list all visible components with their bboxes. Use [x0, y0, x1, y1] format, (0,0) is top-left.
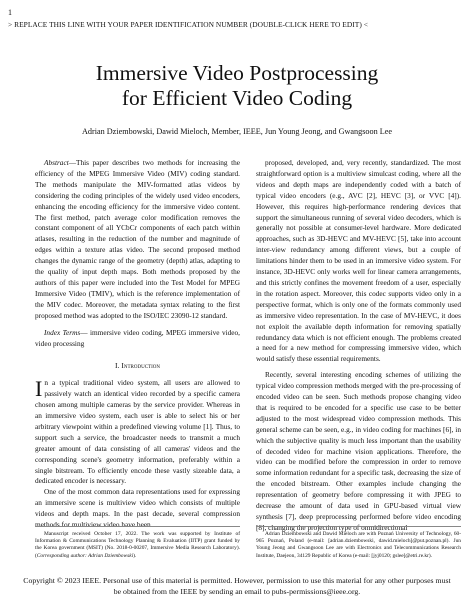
paper-title-line-1: Immersive Video Postprocessing — [95, 61, 379, 85]
footnote-manuscript — [35, 531, 240, 560]
intro-paragraph-2: One of the most common data representations used for expressing an immersive scene is multiview video which consists of multiple videos and depth maps. In the past decade, several compression methods for multiview video have been — [35, 487, 240, 530]
left-column — [35, 158, 240, 531]
footnote-affiliations — [256, 531, 461, 560]
abstract — [35, 158, 240, 322]
author-list: Adrian Dziembowski, Dawid Mieloch, Member, IEEE, Jun Young Jeong, and Gwangsoon Lee — [81, 127, 393, 136]
abstract-label: Abstract — [44, 158, 69, 167]
copyright-notice: Copyright © 2023 IEEE. Personal use of this material is permitted. However, permission to use this material for any other purposes must be obtained from the IEEE by sending an email to pubs-permissions@ieee.org. — [23, 576, 451, 596]
footnote-divider-right — [256, 526, 461, 527]
footnote-affiliations-text: Adrian Dziembowski and Dawid Mieloch are with Poznań University of Technology, 60-965 Poznań, Poland (e-mail: [adrian.dziembowski, dawid.mieloch]@put.poznan.pl). Jun Young Jeong and Gwangsoon Lee are with Electronics and Telecommunications Research Institute, Daejeon, 34129 Republic of Korea (e-mail: [jyj0120; gslee]@etri.re.kr). — [256, 531, 461, 559]
abstract-paragraph — [35, 158, 240, 322]
footnote-manuscript-end: ). — [133, 552, 137, 559]
section-heading-introduction: I. Introduction — [115, 361, 160, 371]
paper-header[interactable]: > REPLACE THIS LINE WITH YOUR PAPER IDENTIFICATION NUMBER (DOUBLE-CLICK HERE TO EDIT) < — [8, 20, 368, 29]
right-paragraph-1: proposed, developed, and, very recently, standardized. The most straightforward option is a multiview simulcast coding, where all the videos and depth maps are independently coded with a batch of typical video encoders (e.g., AVC [2], HEVC [3], or VVC [4]). However, this requires high-performance rendering devices that support the simultaneous running of several video decoders, which is generally not possible at consumer-level hardware. More dedicated approaches, such as 3D-HEVC and MV-HEVC [5], take into account inter-view redundancy among different views, but a couple of limitations hinder them to be used in an immersive video system. For instance, 3D-HEVC only works well for linear camera arrangements, and this strictly confines the movement freedom of a user, especially in the rotation aspect. Moreover, this codec supports video only in a perspective format, which is only one of the formats commonly used as immersive video representation. In the case of MV-HEVC, it does not exploit the available depth information for removing spatially redundancy data which is not efficient enough. The problems created a need for a new method for compressing immersive video, which would satisfy these essential requirements. — [256, 158, 461, 364]
abstract-text: —This paper describes two methods for increasing the efficiency of the MPEG Immersive Video (MIV) coding standard. The methods manipulate the MIV-formatted atlas videos by considering the coding principles of the widely used video encoders, enhancing the encoding efficiency for the immersive video content. The first method, patch average color modification removes the constant component of all YCbCr components of each patch within atlases, resulting in the reduction of the number and magnitude of edges within a texture atlas video. The second proposed method changes the dynamic range of the geometry (depth) atlas, adapting to the quality of input depth maps. Both methods proposed by the authors of this paper were included into the Test Model for MPEG Immersive Video (TMIV), which is the reference implementation of the MIV codec. Moreover, the metadata syntax relating to the first proposed method was adopted to the ISO/IEC 23090-12 standard. — [35, 158, 240, 320]
right-column — [256, 158, 461, 534]
right-paragraph-2: Recently, several interesting encoding schemes of utilizing the typical video compression methods merged with the pre-processing of encoded video can be seen. Such methods propose changing video that is required to be encoded for a specific use case to be better adjusted to the most widespread video compression methods. This general scheme can be seen, e.g., in video coding for machines [6], in which the subjective quality is much less important than the usability of decoded video for machine vision applications. Therefore, the video can be modified before the compression in order to remove some information redundant for a specific task, decreasing the size of the encoded bitstream. Other examples include changing the representation of geometry before compressing it with JPEG to decrease the amount of data used in GPU-based virtual view synthesis [7], deep preprocessing performed before video encoding [8], changing the projection type of omnidirectional — [256, 370, 461, 532]
footnote-manuscript-text: Manuscript received October 17, 2022. The work was supported by Institute of Information & Communications Technology Planning & Evaluation (IITP) grant funded by the Korea government (MSIT) (No. 2018-0-00207, Immersive Media Research Laboratory). ( — [35, 531, 240, 559]
intro-paragraph-1 — [35, 378, 240, 487]
page-number: 1 — [8, 8, 12, 17]
index-terms-label: Index Terms — [44, 327, 81, 337]
intro-paragraph-1-text: n a typical traditional video system, all users are allowed to passively watch an identical video recorded by a specific camera chosen among multiple cameras by the service provider. Whereas in an immersive video system, each user is able to select his or her arbitrary viewpoint within a predefined viewing volume [1]. Thus, to support such a service, the broadcaster needs to transmit a much greater amount of data consisting of all cameras' videos and the corresponding scene's geometry information, preferably within a single bitstream. To efficiently encode these vastly sizeable data, a dedicated encoder is necessary. — [35, 378, 240, 486]
footnote-divider-left — [35, 526, 240, 527]
index-terms — [35, 328, 240, 350]
drop-cap: I — [35, 376, 43, 402]
index-terms-text: — immersive video coding, MPEG immersive video, video processing — [35, 327, 240, 348]
paper-title-line-2: for Efficient Video Coding — [121, 86, 353, 110]
corresponding-author: Corresponding author: Adrian Dziembowski — [36, 552, 134, 559]
